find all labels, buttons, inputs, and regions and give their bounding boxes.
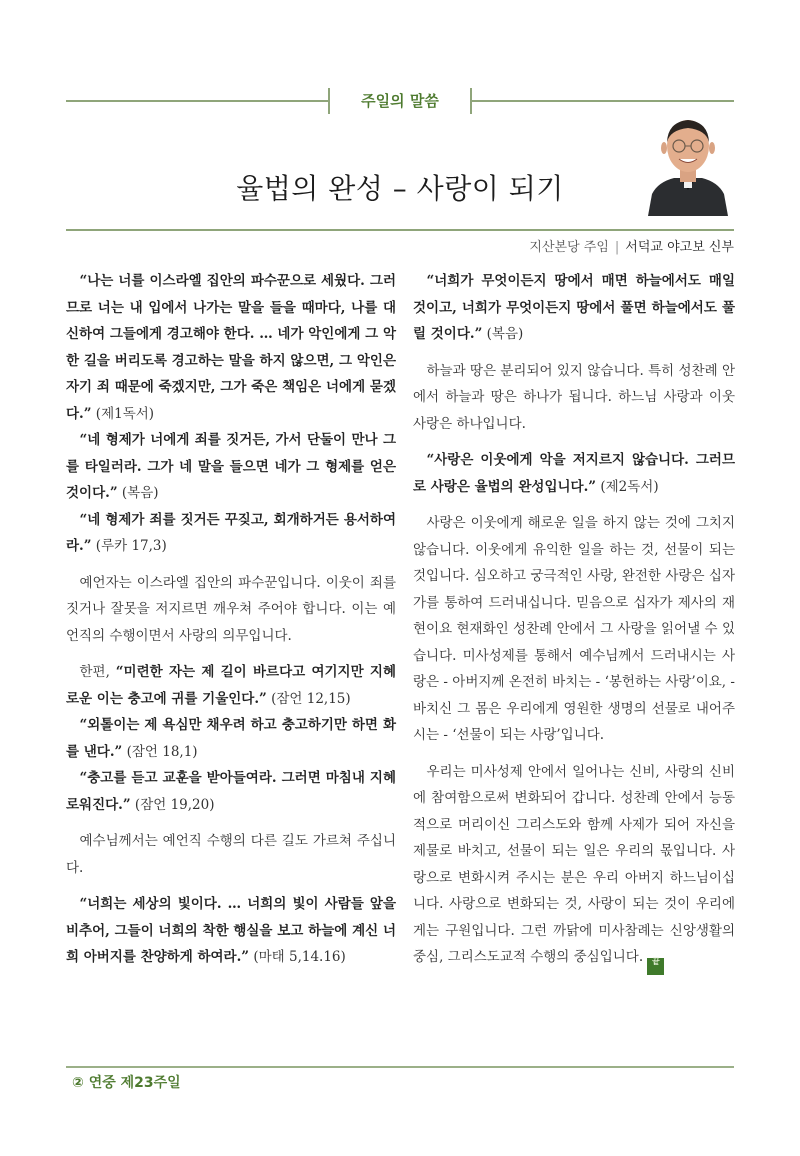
scripture-quote: “충고를 듣고 교훈을 받아들여라. 그러면 마침내 지혜로워진다.” (잠언 19,20) <box>66 770 396 813</box>
scripture-quote: “네 형제가 죄를 짓거든 꾸짖고, 회개하거든 용서하여라.” (루카 17,3) <box>66 511 396 554</box>
left-column <box>66 268 396 971</box>
title-divider <box>66 229 734 231</box>
scripture-quote: “사랑은 이웃에게 악을 저지르지 않습니다. 그러므로 사랑은 율법의 완성입니다.” (제2독서) <box>413 452 735 495</box>
author-portrait <box>644 112 732 216</box>
footer-divider <box>66 1066 734 1068</box>
right-column <box>413 268 735 975</box>
scripture-reference: (복음) <box>482 326 524 342</box>
scripture-quote: 한편, “미련한 자는 제 길이 바르다고 여기지만 지혜로운 이는 충고에 귀를 기울인다.” (잠언 12,15) <box>66 664 397 707</box>
scripture-quote: “나는 너를 이스라엘 집안의 파수꾼으로 세웠다. 그러므로 너는 내 입에서 나가는 말을 들을 때마다, 나를 대신하여 그들에게 경고해야 한다. … 네가 악인에게 그 악한 길을 버리도록 경고하는 말을 하지 않으면, 그 악인은 자기 죄 때문에 죽겠지만, 그가 죽은 책임은 너에게 묻겠다.” (제1독서) <box>66 273 396 422</box>
scripture-reference: (잠언 12,15) <box>266 690 351 707</box>
author-name: 서덕교 야고보 신부 <box>625 240 734 255</box>
end-mark-icon: 끝 <box>647 958 664 975</box>
scripture-reference: (루카 17,3) <box>91 538 167 554</box>
scripture-quote: “네 형제가 너에게 죄를 짓거든, 가서 단둘이 만나 그를 타일러라. 그가 네 말을 들으면 네가 그 형제를 얻은 것이다.” (복음) <box>66 432 396 501</box>
scripture-quote: “너희는 세상의 빛이다. … 너희의 빛이 사람들 앞을 비추어, 그들이 너희의 착한 행실을 보고 하늘에 계신 너희 아버지를 찬양하게 하여라.” (마태 5,14.16) <box>66 896 396 965</box>
author-role: 지산본당 주임 <box>529 240 609 255</box>
body-paragraph: 예언자는 이스라엘 집안의 파수꾼입니다. 이웃이 죄를 짓거나 잘못을 저지르면 깨우쳐 주어야 합니다. 이는 예언직의 수행이면서 사랑의 의무입니다. <box>66 574 396 644</box>
scripture-quote: “외톨이는 제 욕심만 채우려 하고 충고하기만 하면 화를 낸다.” (잠언 18,1) <box>66 717 396 760</box>
body-paragraph: 우리는 미사성제 안에서 일어나는 신비, 사랑의 신비에 참여함으로써 변화되어 갑니다. 성찬례 안에서 능동적으로 머리이신 그리스도와 함께 사제가 되어 자신을 제물로 바치고, 선물이 되는 일은 우리의 몫입니다. 사랑으로 변화시켜 주시는 분은 우리 아버지 하느님이십니다. 사랑으로 변화되는 것, 사랑이 되는 것이 우리에게는 구원입니다. 그런 까닭에 미사참례는 신앙생활의 중심, 그리스도교적 수행의 중심입니다. 끝 <box>413 759 735 976</box>
scripture-reference: (제1독서) <box>91 405 155 422</box>
body-paragraph: 하늘과 땅은 분리되어 있지 않습니다. 특히 성찬례 안에서 하늘과 땅은 하나가 됩니다. 하느님 사랑과 이웃 사랑은 하나입니다. <box>413 362 735 432</box>
page-title: 율법의 완성 – 사랑이 되기 <box>236 171 564 205</box>
body-paragraph: 예수님께서는 예언직 수행의 다른 길도 가르쳐 주십니다. <box>66 833 396 876</box>
portrait-image-icon <box>644 112 732 216</box>
scripture-reference: (잠언 18,1) <box>122 743 198 760</box>
byline-separator: | <box>614 240 620 255</box>
scripture-reference: (복음) <box>117 485 159 501</box>
scripture-reference: (잠언 19,20) <box>130 796 215 813</box>
page-footer: ② 연중 제23주일 <box>72 1075 181 1091</box>
header-rule-right <box>472 100 734 102</box>
section-label: 주일의 말씀 <box>361 92 439 110</box>
scripture-reference: (마태 5,14.16) <box>249 949 346 965</box>
body-paragraph: 사랑은 이웃에게 해로운 일을 하지 않는 것에 그치지 않습니다. 이웃에게 유익한 일을 하는 것, 선물이 되는 것입니다. 심오하고 궁극적인 사랑, 완전한 사랑은 십자가를 통하여 드러내십니다. 믿음으로 십자가 제사의 재현이요 현재화인 성찬례 안에서 그 사랑을 읽어낼 수 있습니다. 미사성제를 통해서 예수님께서 드러내시는 사랑은 - 아버지께 온전히 바치는 - ‘봉헌하는 사랑’이요, - 바치신 그 몸은 우리에게 영원한 생명의 선물로 내어주시는 - ‘선물이 되는 사랑’입니다. <box>413 515 735 743</box>
scripture-reference: (제2독서) <box>596 478 659 495</box>
byline <box>529 236 734 255</box>
scripture-quote: “너희가 무엇이든지 땅에서 매면 하늘에서도 매일 것이고, 너희가 무엇이든지 땅에서 풀면 하늘에서도 풀릴 것이다.” (복음) <box>413 273 735 342</box>
header-rule-left <box>66 100 328 102</box>
